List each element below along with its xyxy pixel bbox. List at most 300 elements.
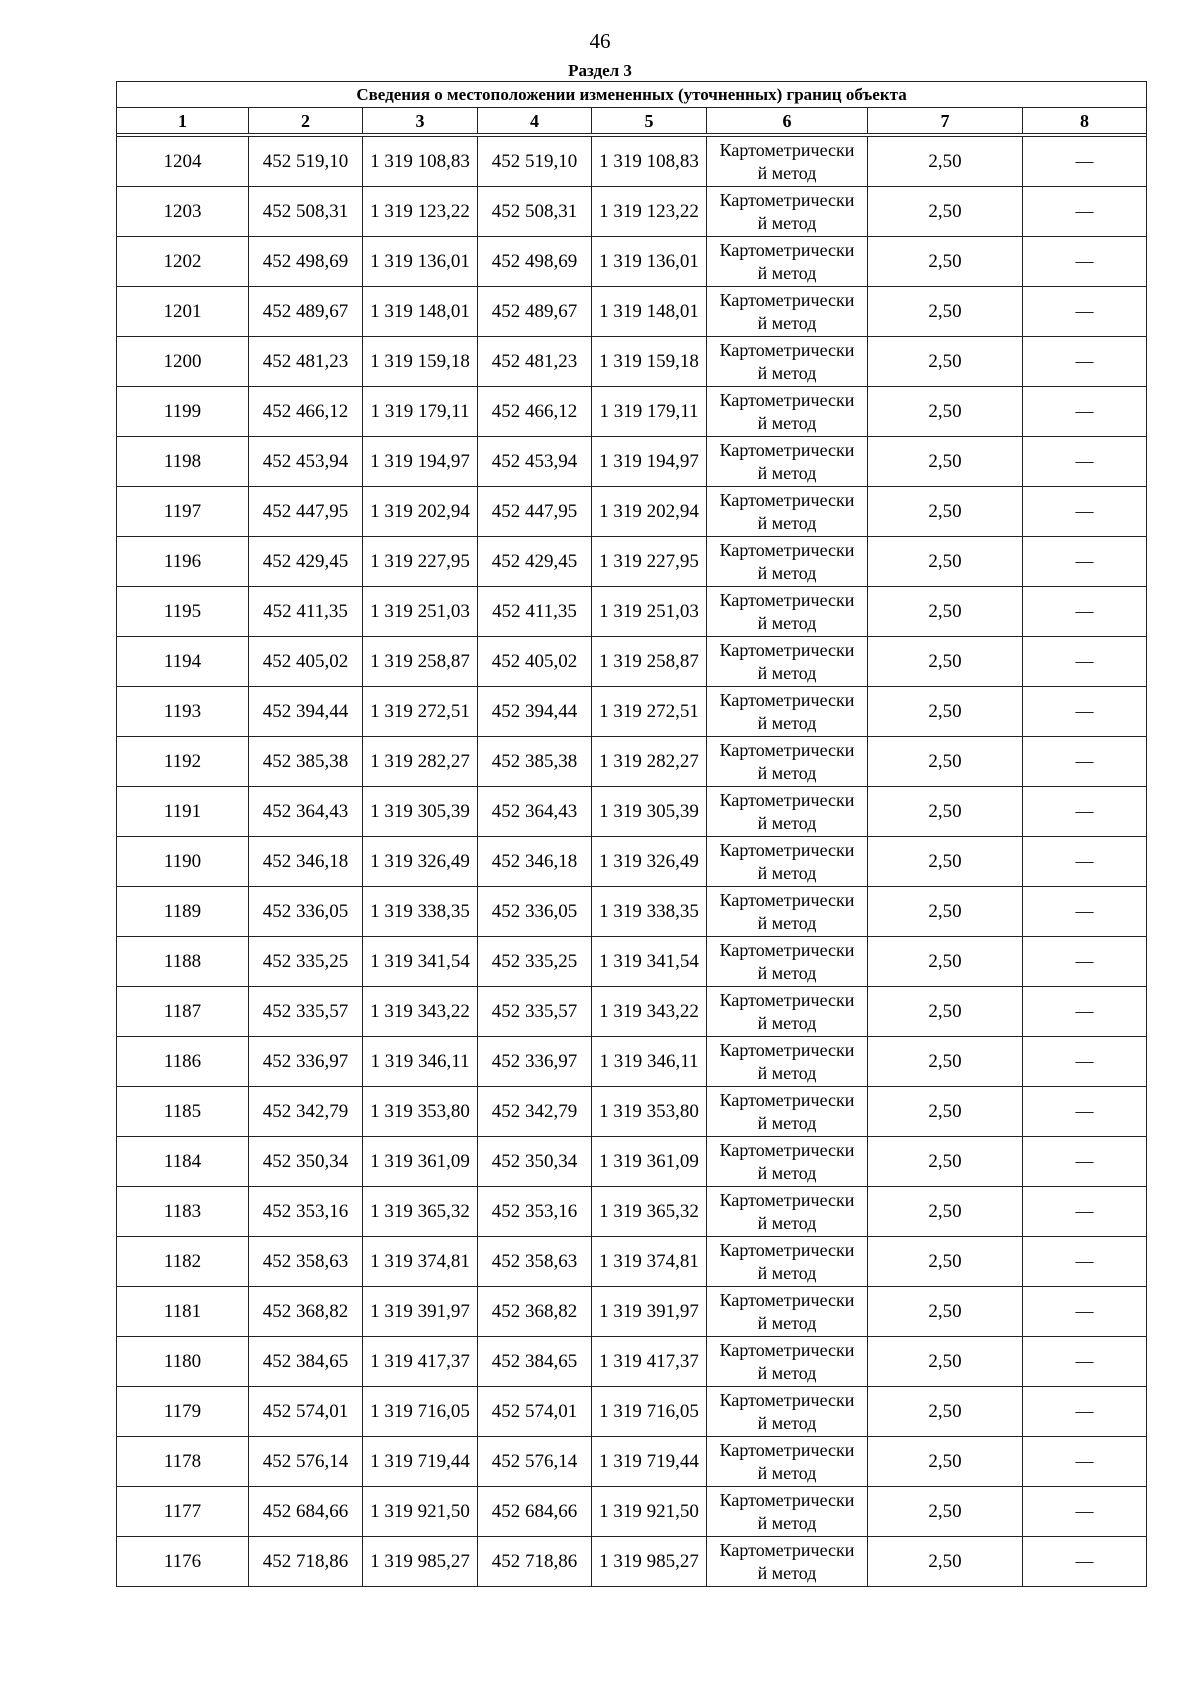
point-number-cell: 1197 [117, 487, 249, 537]
description-cell: — [1023, 1487, 1147, 1537]
x-new-cell: 452 447,95 [478, 487, 592, 537]
x-new-cell: 452 346,18 [478, 837, 592, 887]
accuracy-cell: 2,50 [868, 1537, 1023, 1587]
description-cell: — [1023, 1137, 1147, 1187]
method-line: Картометрически [719, 639, 855, 660]
y-existing-cell: 1 319 123,22 [363, 187, 478, 237]
table-row [117, 1187, 1147, 1237]
x-existing-cell: 452 498,69 [249, 237, 363, 287]
method-line: й метод [757, 462, 817, 483]
x-existing-cell: 452 350,34 [249, 1137, 363, 1187]
method-line: й метод [757, 912, 817, 933]
x-new-cell: 452 453,94 [478, 437, 592, 487]
method-cell [707, 337, 868, 387]
description-cell: — [1023, 1087, 1147, 1137]
description-cell: — [1023, 487, 1147, 537]
description-cell: — [1023, 837, 1147, 887]
x-new-cell: 452 405,02 [478, 637, 592, 687]
method-cell [707, 1287, 868, 1337]
y-existing-cell: 1 319 346,11 [363, 1037, 478, 1087]
accuracy-cell: 2,50 [868, 437, 1023, 487]
x-existing-cell: 452 342,79 [249, 1087, 363, 1137]
x-new-cell: 452 353,16 [478, 1187, 592, 1237]
method-line: й метод [757, 412, 817, 433]
x-existing-cell: 452 489,67 [249, 287, 363, 337]
table-row [117, 1287, 1147, 1337]
method-line: й метод [757, 1512, 817, 1533]
point-number-cell: 1192 [117, 737, 249, 787]
y-new-cell: 1 319 159,18 [592, 337, 707, 387]
x-existing-cell: 452 411,35 [249, 587, 363, 637]
y-existing-cell: 1 319 179,11 [363, 387, 478, 437]
x-existing-cell: 452 466,12 [249, 387, 363, 437]
y-existing-cell: 1 319 374,81 [363, 1237, 478, 1287]
table-row [117, 537, 1147, 587]
point-number-cell: 1184 [117, 1137, 249, 1187]
x-new-cell: 452 718,86 [478, 1537, 592, 1587]
x-new-cell: 452 684,66 [478, 1487, 592, 1537]
description-cell: — [1023, 1337, 1147, 1387]
description-cell: — [1023, 437, 1147, 487]
x-new-cell: 452 466,12 [478, 387, 592, 437]
x-new-cell: 452 481,23 [478, 337, 592, 387]
method-line: Картометрически [719, 889, 855, 910]
point-number-cell: 1201 [117, 287, 249, 337]
x-existing-cell: 452 336,97 [249, 1037, 363, 1087]
method-cell [707, 187, 868, 237]
y-existing-cell: 1 319 159,18 [363, 337, 478, 387]
y-new-cell: 1 319 365,32 [592, 1187, 707, 1237]
y-existing-cell: 1 319 343,22 [363, 987, 478, 1037]
method-line: й метод [757, 1212, 817, 1233]
column-header: 4 [478, 108, 592, 134]
y-new-cell: 1 319 338,35 [592, 887, 707, 937]
method-line: Картометрически [719, 1539, 855, 1560]
x-new-cell: 452 498,69 [478, 237, 592, 287]
method-line: Картометрически [719, 939, 855, 960]
accuracy-cell: 2,50 [868, 637, 1023, 687]
description-cell: — [1023, 187, 1147, 237]
x-new-cell: 452 335,57 [478, 987, 592, 1037]
y-existing-cell: 1 319 194,97 [363, 437, 478, 487]
point-number-cell: 1186 [117, 1037, 249, 1087]
point-number-cell: 1178 [117, 1437, 249, 1487]
accuracy-cell: 2,50 [868, 1187, 1023, 1237]
x-new-cell: 452 508,31 [478, 187, 592, 237]
description-cell: — [1023, 587, 1147, 637]
method-line: Картометрически [719, 539, 855, 560]
description-cell: — [1023, 937, 1147, 987]
method-cell [707, 237, 868, 287]
table-row [117, 187, 1147, 237]
x-existing-cell: 452 718,86 [249, 1537, 363, 1587]
point-number-cell: 1179 [117, 1387, 249, 1437]
y-existing-cell: 1 319 338,35 [363, 887, 478, 937]
table-row [117, 687, 1147, 737]
y-new-cell: 1 319 719,44 [592, 1437, 707, 1487]
method-line: й метод [757, 1462, 817, 1483]
method-cell [707, 737, 868, 787]
x-existing-cell: 452 335,25 [249, 937, 363, 987]
x-existing-cell: 452 508,31 [249, 187, 363, 237]
table-body [117, 134, 1147, 1587]
method-cell [707, 1087, 868, 1137]
y-existing-cell: 1 319 341,54 [363, 937, 478, 987]
method-line: й метод [757, 612, 817, 633]
x-new-cell: 452 411,35 [478, 587, 592, 637]
method-cell [707, 287, 868, 337]
method-cell [707, 787, 868, 837]
y-existing-cell: 1 319 361,09 [363, 1137, 478, 1187]
method-line: Картометрически [719, 439, 855, 460]
y-new-cell: 1 319 341,54 [592, 937, 707, 987]
method-cell [707, 1237, 868, 1287]
method-line: Картометрически [719, 489, 855, 510]
accuracy-cell: 2,50 [868, 187, 1023, 237]
description-cell: — [1023, 537, 1147, 587]
method-line: й метод [757, 512, 817, 533]
y-new-cell: 1 319 202,94 [592, 487, 707, 537]
method-line: Картометрически [719, 1339, 855, 1360]
accuracy-cell: 2,50 [868, 887, 1023, 937]
accuracy-cell: 2,50 [868, 237, 1023, 287]
point-number-cell: 1176 [117, 1537, 249, 1587]
accuracy-cell: 2,50 [868, 1337, 1023, 1387]
table-row [117, 937, 1147, 987]
page-number: 46 [589, 29, 611, 53]
accuracy-cell: 2,50 [868, 1437, 1023, 1487]
y-existing-cell: 1 319 136,01 [363, 237, 478, 287]
x-existing-cell: 452 346,18 [249, 837, 363, 887]
x-existing-cell: 452 358,63 [249, 1237, 363, 1287]
y-new-cell: 1 319 353,80 [592, 1087, 707, 1137]
x-existing-cell: 452 384,65 [249, 1337, 363, 1387]
description-cell: — [1023, 787, 1147, 837]
y-new-cell: 1 319 374,81 [592, 1237, 707, 1287]
column-header: 7 [868, 108, 1023, 134]
method-cell [707, 837, 868, 887]
y-existing-cell: 1 319 258,87 [363, 637, 478, 687]
method-line: Картометрически [719, 339, 855, 360]
y-new-cell: 1 319 148,01 [592, 287, 707, 337]
accuracy-cell: 2,50 [868, 1087, 1023, 1137]
method-line: й метод [757, 362, 817, 383]
coordinates-table [116, 81, 1147, 1587]
accuracy-cell: 2,50 [868, 287, 1023, 337]
method-line: й метод [757, 762, 817, 783]
method-line: й метод [757, 1012, 817, 1033]
point-number-cell: 1180 [117, 1337, 249, 1387]
table-row [117, 1487, 1147, 1537]
method-line: Картометрически [719, 1039, 855, 1060]
method-line: й метод [757, 162, 817, 183]
method-cell [707, 437, 868, 487]
method-line: й метод [757, 1162, 817, 1183]
table-row [117, 837, 1147, 887]
point-number-cell: 1185 [117, 1087, 249, 1137]
table-row [117, 287, 1147, 337]
method-line: й метод [757, 1312, 817, 1333]
column-header: 1 [117, 108, 249, 134]
description-cell: — [1023, 1387, 1147, 1437]
point-number-cell: 1183 [117, 1187, 249, 1237]
y-new-cell: 1 319 282,27 [592, 737, 707, 787]
description-cell: — [1023, 287, 1147, 337]
table-row [117, 1537, 1147, 1587]
x-existing-cell: 452 576,14 [249, 1437, 363, 1487]
point-number-cell: 1191 [117, 787, 249, 837]
y-new-cell: 1 319 227,95 [592, 537, 707, 587]
column-header: 6 [707, 108, 868, 134]
method-cell [707, 1437, 868, 1487]
y-new-cell: 1 319 251,03 [592, 587, 707, 637]
x-new-cell: 452 429,45 [478, 537, 592, 587]
table-row [117, 237, 1147, 287]
x-new-cell: 452 489,67 [478, 287, 592, 337]
x-new-cell: 452 385,38 [478, 737, 592, 787]
x-new-cell: 452 368,82 [478, 1287, 592, 1337]
accuracy-cell: 2,50 [868, 987, 1023, 1037]
method-line: й метод [757, 812, 817, 833]
description-cell: — [1023, 1287, 1147, 1337]
point-number-cell: 1190 [117, 837, 249, 887]
method-line: Картометрически [719, 1389, 855, 1410]
accuracy-cell: 2,50 [868, 1487, 1023, 1537]
method-cell [707, 887, 868, 937]
x-new-cell: 452 350,34 [478, 1137, 592, 1187]
x-existing-cell: 452 684,66 [249, 1487, 363, 1537]
y-existing-cell: 1 319 202,94 [363, 487, 478, 537]
description-cell: — [1023, 387, 1147, 437]
accuracy-cell: 2,50 [868, 487, 1023, 537]
method-line: й метод [757, 1112, 817, 1133]
y-existing-cell: 1 319 251,03 [363, 587, 478, 637]
table-row [117, 337, 1147, 387]
table-row [117, 387, 1147, 437]
table-caption: Сведения о местоположении измененных (уточненных) границ объекта [117, 82, 1147, 108]
y-existing-cell: 1 319 921,50 [363, 1487, 478, 1537]
method-line: Картометрически [719, 839, 855, 860]
x-existing-cell: 452 364,43 [249, 787, 363, 837]
method-cell [707, 637, 868, 687]
description-cell: — [1023, 1437, 1147, 1487]
method-line: Картометрически [719, 1239, 855, 1260]
x-existing-cell: 452 481,23 [249, 337, 363, 387]
method-line: Картометрически [719, 739, 855, 760]
method-line: й метод [757, 312, 817, 333]
table-row [117, 1437, 1147, 1487]
table-row [117, 1037, 1147, 1087]
description-cell: — [1023, 887, 1147, 937]
accuracy-cell: 2,50 [868, 737, 1023, 787]
point-number-cell: 1182 [117, 1237, 249, 1287]
method-line: Картометрически [719, 1189, 855, 1210]
y-new-cell: 1 319 417,37 [592, 1337, 707, 1387]
method-cell [707, 537, 868, 587]
point-number-cell: 1188 [117, 937, 249, 987]
y-new-cell: 1 319 716,05 [592, 1387, 707, 1437]
description-cell: — [1023, 687, 1147, 737]
table-row [117, 637, 1147, 687]
x-existing-cell: 452 405,02 [249, 637, 363, 687]
method-cell [707, 1337, 868, 1387]
method-line: й метод [757, 1262, 817, 1283]
y-existing-cell: 1 319 282,27 [363, 737, 478, 787]
y-new-cell: 1 319 346,11 [592, 1037, 707, 1087]
method-line: Картометрически [719, 689, 855, 710]
method-line: Картометрически [719, 789, 855, 810]
x-existing-cell: 452 353,16 [249, 1187, 363, 1237]
method-line: й метод [757, 262, 817, 283]
table-row [117, 587, 1147, 637]
y-new-cell: 1 319 136,01 [592, 237, 707, 287]
table-row [117, 987, 1147, 1037]
method-line: Картометрически [719, 1139, 855, 1160]
method-cell [707, 587, 868, 637]
y-existing-cell: 1 319 353,80 [363, 1087, 478, 1137]
description-cell: — [1023, 737, 1147, 787]
point-number-cell: 1187 [117, 987, 249, 1037]
method-cell [707, 1537, 868, 1587]
y-existing-cell: 1 319 719,44 [363, 1437, 478, 1487]
column-header: 8 [1023, 108, 1147, 134]
y-existing-cell: 1 319 108,83 [363, 137, 478, 187]
y-existing-cell: 1 319 305,39 [363, 787, 478, 837]
point-number-cell: 1199 [117, 387, 249, 437]
accuracy-cell: 2,50 [868, 387, 1023, 437]
description-cell: — [1023, 987, 1147, 1037]
x-new-cell: 452 384,65 [478, 1337, 592, 1387]
method-cell [707, 1187, 868, 1237]
x-new-cell: 452 519,10 [478, 137, 592, 187]
y-existing-cell: 1 319 716,05 [363, 1387, 478, 1437]
column-header: 2 [249, 108, 363, 134]
method-line: Картометрически [719, 139, 855, 160]
y-new-cell: 1 319 391,97 [592, 1287, 707, 1337]
point-number-cell: 1196 [117, 537, 249, 587]
x-new-cell: 452 335,25 [478, 937, 592, 987]
x-existing-cell: 452 335,57 [249, 987, 363, 1037]
accuracy-cell: 2,50 [868, 937, 1023, 987]
y-existing-cell: 1 319 985,27 [363, 1537, 478, 1587]
method-line: Картометрически [719, 239, 855, 260]
point-number-cell: 1189 [117, 887, 249, 937]
x-existing-cell: 452 368,82 [249, 1287, 363, 1337]
x-new-cell: 452 336,05 [478, 887, 592, 937]
accuracy-cell: 2,50 [868, 1137, 1023, 1187]
y-new-cell: 1 319 258,87 [592, 637, 707, 687]
table-row [117, 1387, 1147, 1437]
y-existing-cell: 1 319 272,51 [363, 687, 478, 737]
y-new-cell: 1 319 326,49 [592, 837, 707, 887]
point-number-cell: 1202 [117, 237, 249, 287]
method-cell [707, 487, 868, 537]
method-line: Картометрически [719, 189, 855, 210]
y-existing-cell: 1 319 365,32 [363, 1187, 478, 1237]
description-cell: — [1023, 237, 1147, 287]
x-new-cell: 452 574,01 [478, 1387, 592, 1437]
x-new-cell: 452 394,44 [478, 687, 592, 737]
accuracy-cell: 2,50 [868, 1387, 1023, 1437]
y-new-cell: 1 319 985,27 [592, 1537, 707, 1587]
description-cell: — [1023, 137, 1147, 187]
method-line: й метод [757, 712, 817, 733]
y-new-cell: 1 319 343,22 [592, 987, 707, 1037]
table-row [117, 437, 1147, 487]
x-existing-cell: 452 429,45 [249, 537, 363, 587]
method-cell [707, 1037, 868, 1087]
method-line: й метод [757, 1062, 817, 1083]
y-new-cell: 1 319 361,09 [592, 1137, 707, 1187]
x-existing-cell: 452 574,01 [249, 1387, 363, 1437]
accuracy-cell: 2,50 [868, 1037, 1023, 1087]
description-cell: — [1023, 637, 1147, 687]
point-number-cell: 1200 [117, 337, 249, 387]
method-cell [707, 137, 868, 187]
column-header: 5 [592, 108, 707, 134]
accuracy-cell: 2,50 [868, 537, 1023, 587]
description-cell: — [1023, 1537, 1147, 1587]
x-new-cell: 452 576,14 [478, 1437, 592, 1487]
method-cell [707, 387, 868, 437]
x-existing-cell: 452 336,05 [249, 887, 363, 937]
method-line: й метод [757, 662, 817, 683]
table-row [117, 1087, 1147, 1137]
x-existing-cell: 452 519,10 [249, 137, 363, 187]
table-row [117, 1137, 1147, 1187]
method-cell [707, 1137, 868, 1187]
accuracy-cell: 2,50 [868, 137, 1023, 187]
method-line: Картометрически [719, 1289, 855, 1310]
table-row [117, 787, 1147, 837]
table-row [117, 487, 1147, 537]
method-line: й метод [757, 1412, 817, 1433]
column-header: 3 [363, 108, 478, 134]
method-line: Картометрически [719, 1089, 855, 1110]
method-line: Картометрически [719, 1489, 855, 1510]
accuracy-cell: 2,50 [868, 337, 1023, 387]
y-new-cell: 1 319 123,22 [592, 187, 707, 237]
description-cell: — [1023, 1187, 1147, 1237]
x-existing-cell: 452 453,94 [249, 437, 363, 487]
method-line: й метод [757, 1562, 817, 1583]
y-new-cell: 1 319 194,97 [592, 437, 707, 487]
table-row [117, 1237, 1147, 1287]
column-header-row [117, 108, 1147, 134]
accuracy-cell: 2,50 [868, 837, 1023, 887]
accuracy-cell: 2,50 [868, 687, 1023, 737]
y-new-cell: 1 319 179,11 [592, 387, 707, 437]
method-line: Картометрически [719, 989, 855, 1010]
y-existing-cell: 1 319 326,49 [363, 837, 478, 887]
method-cell [707, 937, 868, 987]
x-existing-cell: 452 394,44 [249, 687, 363, 737]
table-row [117, 137, 1147, 187]
method-cell [707, 987, 868, 1037]
y-existing-cell: 1 319 227,95 [363, 537, 478, 587]
section-title: Раздел 3 [568, 61, 632, 80]
description-cell: — [1023, 1037, 1147, 1087]
point-number-cell: 1194 [117, 637, 249, 687]
y-existing-cell: 1 319 148,01 [363, 287, 478, 337]
method-line: й метод [757, 562, 817, 583]
table-row [117, 737, 1147, 787]
method-cell [707, 687, 868, 737]
point-number-cell: 1204 [117, 137, 249, 187]
accuracy-cell: 2,50 [868, 787, 1023, 837]
x-new-cell: 452 358,63 [478, 1237, 592, 1287]
accuracy-cell: 2,50 [868, 587, 1023, 637]
